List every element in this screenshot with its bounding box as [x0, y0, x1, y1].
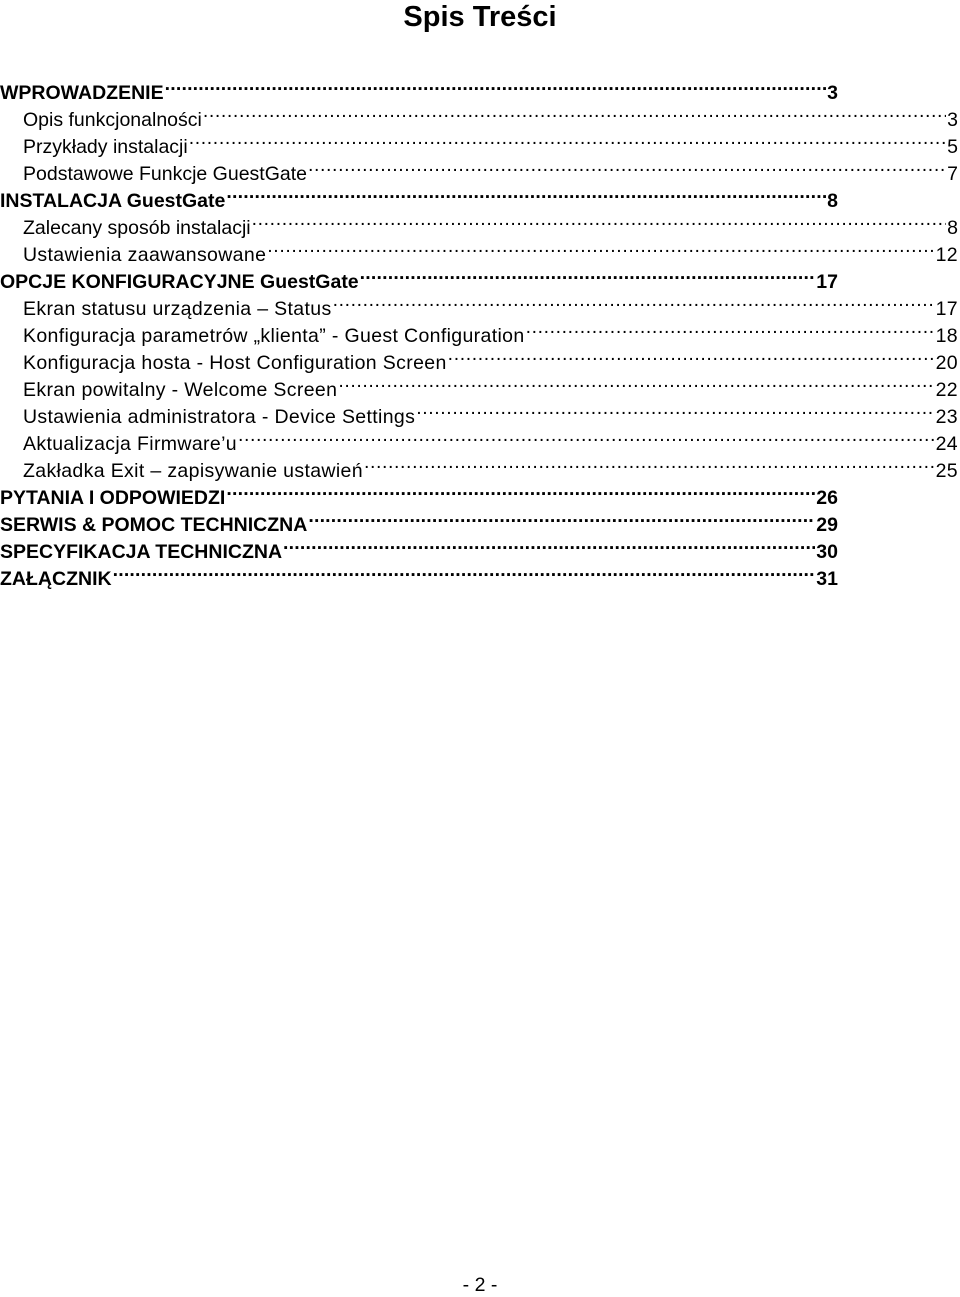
toc-entry-label: Konfiguracja parametrów „klienta” - Guest Configuration	[23, 325, 525, 347]
toc-entry-label: WPROWADZENIE	[0, 82, 164, 104]
toc-dot-leader	[526, 315, 935, 342]
toc-entry-label: PYTANIA I ODPOWIEDZI	[0, 487, 226, 509]
toc-entry-label: INSTALACJA GuestGate	[0, 190, 226, 212]
toc-entry-label: Przykłady instalacji	[23, 136, 188, 158]
toc-entry-ekran-statusu[interactable]	[23, 288, 958, 320]
toc-entry-page: 25	[935, 460, 958, 482]
toc-entry-host-configuration[interactable]	[23, 342, 958, 374]
toc-entry-label: SPECYFIKACJA TECHNICZNA	[0, 541, 283, 563]
toc-entry-page: 12	[935, 244, 958, 266]
toc-dot-leader	[252, 207, 947, 234]
toc-dot-leader	[308, 504, 815, 531]
page-number: - 2 -	[462, 1274, 498, 1296]
page-title: Spis Treści	[403, 1, 557, 33]
toc-entry-device-settings[interactable]	[23, 396, 958, 428]
toc-entry-serwis[interactable]	[0, 504, 838, 536]
toc-dot-leader	[226, 477, 815, 504]
toc-entry-page: 31	[816, 568, 838, 590]
toc-entry-page: 3	[947, 109, 958, 131]
toc-dot-leader	[283, 531, 815, 558]
toc-entry-page: 24	[935, 433, 958, 455]
toc-dot-leader	[238, 423, 935, 450]
toc-entry-label: Ekran statusu urządzenia – Status	[23, 298, 332, 320]
toc-entry-label: Zalecany sposób instalacji	[23, 217, 251, 239]
toc-entry-welcome-screen[interactable]	[23, 369, 958, 401]
toc-entry-label: Podstawowe Funkcje GuestGate	[23, 163, 307, 185]
toc-entry-label: Ustawienia administratora - Device Settings	[23, 406, 416, 428]
toc-dot-leader	[267, 234, 934, 261]
toc-entry-page: 29	[816, 514, 838, 536]
toc-dot-leader	[333, 288, 935, 315]
toc-entry-pytania[interactable]	[0, 477, 838, 509]
toc-entry-ustawienia-zaawansowane[interactable]	[23, 234, 958, 266]
toc-dot-leader	[360, 261, 816, 288]
toc-dot-leader	[113, 558, 816, 585]
toc-entry-page: 8	[947, 217, 958, 239]
toc-entry-page: 3	[827, 82, 838, 104]
toc-entry-page: 17	[816, 271, 838, 293]
toc-dot-leader	[338, 369, 934, 396]
toc-entry-podstawowe-funkcje[interactable]	[23, 153, 958, 185]
toc-dot-leader	[416, 396, 934, 423]
toc-entry-page: 7	[947, 163, 958, 185]
toc-entry-opis-funkcjonalnosci[interactable]	[23, 99, 958, 131]
toc-dot-leader	[226, 180, 826, 207]
toc-dot-leader	[203, 99, 946, 126]
toc-entry-page: 5	[947, 136, 958, 158]
toc-dot-leader	[364, 450, 935, 477]
toc-dot-leader	[448, 342, 935, 369]
toc-entry-przyklady-instalacji[interactable]	[23, 126, 958, 158]
toc-entry-page: 17	[935, 298, 958, 320]
toc-dot-leader	[308, 153, 946, 180]
toc-entry-zakladka-exit[interactable]	[23, 450, 958, 482]
toc-entry-guest-configuration[interactable]	[23, 315, 958, 347]
toc-entry-page: 22	[935, 379, 958, 401]
toc-entry-label: Zakładka Exit – zapisywanie ustawień	[23, 460, 363, 482]
toc-entry-page: 23	[935, 406, 958, 428]
toc-entry-label: Konfiguracja hosta - Host Configuration Screen	[23, 352, 447, 374]
toc-entry-zalecany-sposob[interactable]	[23, 207, 958, 239]
toc-entry-page: 30	[816, 541, 838, 563]
toc-entry-label: OPCJE KONFIGURACYJNE GuestGate	[0, 271, 359, 293]
toc-entry-label: Ekran powitalny - Welcome Screen	[23, 379, 338, 401]
toc-entry-opcje-konfiguracyjne[interactable]	[0, 261, 838, 293]
toc-entry-page: 18	[935, 325, 958, 347]
toc-entry-label: SERWIS & POMOC TECHNICZNA	[0, 514, 308, 536]
toc-entry-page: 26	[816, 487, 838, 509]
toc-entry-page: 20	[935, 352, 958, 374]
toc-entry-wprowadzenie[interactable]	[0, 72, 838, 104]
toc-dot-leader	[189, 126, 946, 153]
toc-entry-label: ZAŁĄCZNIK	[0, 568, 112, 590]
toc-entry-label: Aktualizacja Firmware’u	[23, 433, 237, 455]
toc-entry-page: 8	[827, 190, 838, 212]
toc-dot-leader	[165, 72, 827, 99]
toc-entry-specyfikacja[interactable]	[0, 531, 838, 563]
toc-entry-label: Opis funkcjonalności	[23, 109, 202, 131]
toc-entry-aktualizacja-firmware[interactable]	[23, 423, 958, 455]
toc-entry-instalacja[interactable]	[0, 180, 838, 212]
toc-entry-zalacznik[interactable]	[0, 558, 838, 590]
toc-entry-label: Ustawienia zaawansowane	[23, 244, 267, 266]
